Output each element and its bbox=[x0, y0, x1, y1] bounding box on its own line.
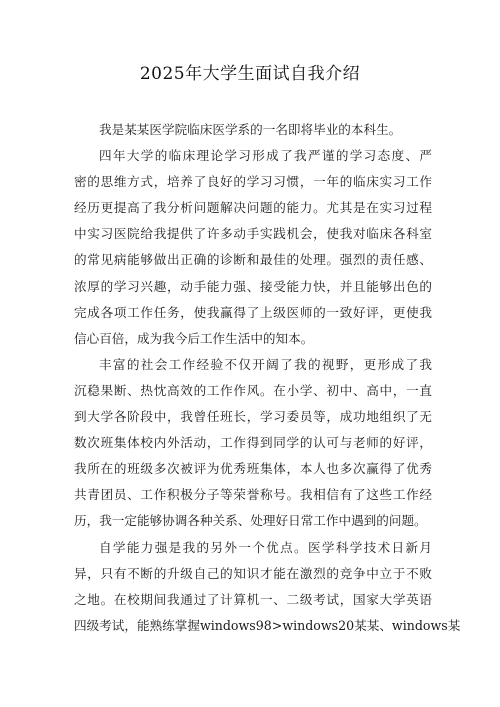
paragraph-4-line-2: 异，只有不断的升级自己的知识才能在激烈的竞争中立于不败 bbox=[74, 565, 432, 581]
paragraph-3-line-5: 我所在的班级多次被评为优秀班集体，本人也多次赢得了优秀 bbox=[74, 461, 432, 477]
document-title: 2025年大学生面试自我介绍 bbox=[139, 64, 361, 84]
paragraph-3-line-1: 丰富的社会工作经验不仅开阔了我的视野，更形成了我 bbox=[99, 356, 432, 372]
document-body bbox=[74, 117, 461, 639]
paragraph-2-line-4: 中实习医院给我提供了许多动手实践机会，使我对临床各科室 bbox=[74, 226, 432, 242]
paragraph-2-line-5: 的常见病能够做出正确的诊断和最佳的处理。强烈的责任感、 bbox=[74, 252, 432, 268]
paragraph-3-line-2: 沉稳果断、热忱高效的工作作风。在小学、初中、高中，一直 bbox=[74, 382, 432, 398]
paragraph-1-line-1: 我是某某医学院临床医学系的一名即将毕业的本科生。 bbox=[99, 122, 402, 137]
paragraph-4-line-3: 之地。在校期间我通过了计算机一、二级考试，国家大学英语 bbox=[74, 591, 432, 607]
paragraph-2-line-7: 完成各项工作任务，使我赢得了上级医师的一致好评，更使我 bbox=[74, 304, 432, 320]
paragraph-4-line-1: 自学能力强是我的另外一个优点。医学科学技术日新月 bbox=[99, 539, 432, 555]
paragraph-3-line-7: 历，我一定能够协调各种关系、处理好日常工作中遇到的问题。 bbox=[74, 513, 427, 529]
paragraph-3-line-3: 到大学各阶段中，我曾任班长，学习委员等，成功地组织了无 bbox=[74, 409, 432, 425]
paragraph-2-line-2: 密的思维方式，培养了良好的学习习惯，一年的临床实习工作 bbox=[74, 174, 432, 190]
paragraph-3-line-4: 数次班集体校内外活动，工作得到同学的认可与老师的好评， bbox=[74, 435, 432, 451]
paragraph-2-line-3: 经历更提高了我分析问题解决问题的能力。尤其是在实习过程 bbox=[74, 200, 432, 216]
paragraph-4-line-4: 四级考试，能熟练掌握windows98>windows20某某、windows某 bbox=[74, 617, 461, 633]
paragraph-3-line-6: 共青团员、工作积极分子等荣誉称号。我相信有了这些工作经 bbox=[74, 487, 432, 503]
paragraph-2-line-6: 浓厚的学习兴趣，动手能力强、接受能力快，并且能够出色的 bbox=[74, 278, 432, 294]
paragraph-2-line-8: 信心百倍，成为我今后工作生活中的知本。 bbox=[74, 330, 314, 346]
paragraph-2-line-1: 四年大学的临床理论学习形成了我严谨的学习态度、严 bbox=[99, 148, 432, 164]
